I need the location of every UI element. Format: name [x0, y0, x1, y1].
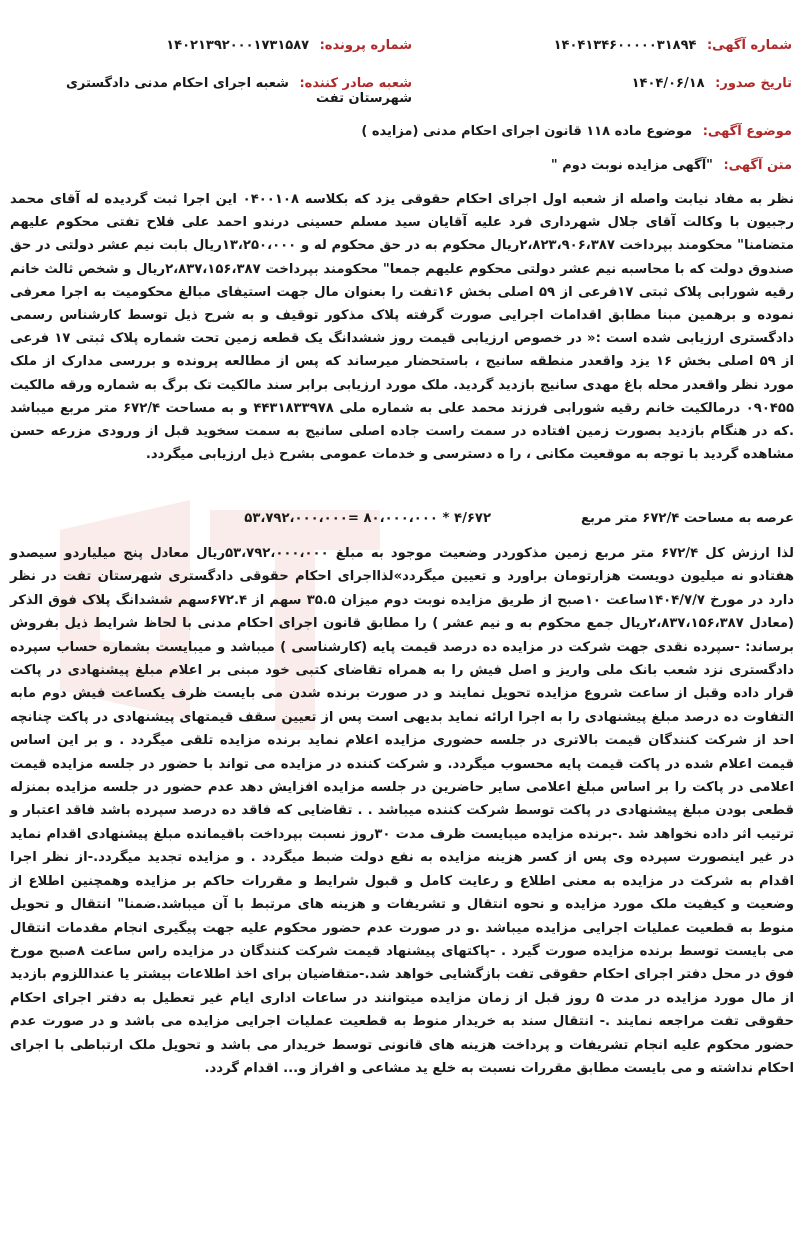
notice-paragraph-2: لذا ارزش کل ۶۷۲/۴ متر مربع زمین مذکوردر وضعیت موجود به مبلغ ۵۳،۷۹۲،۰۰۰،۰۰۰ریال معادل پنج میلیاردو سیصدو هفتادو نه میلیون دویست هزارتومان براورد و تعیین میگردد»لذااجرای احکام حقوقی دادگستری شهرستان تفت در نظر دارد در مورخ ۱۴۰۴/۷/۷ساعت ۱۰صبح از طریق مزایده نوبت دوم میزان ۳۵.۵ سهم از ۶۷۲.۴سهم ششدانگ پلاک فوق الذکر (معادل ۲،۸۳۷،۱۵۶،۳۸۷ریال جمع محکوم به و نیم عشر ) را مطابق قانون اجرای احکام مدنی با لحاظ شرایط ذیل بفروش برساند: -سپرده نقدی جهت شرکت در مزایده ده درصد قیمت پایه (کارشناسی ) میباشد و میبایست بشماره حساب سپرده دادگستری نزد شعب بانک ملی واریز و اصل فیش را به همراه تقاضای کتبی خود مبنی بر اعلام مبلغ پیشنهادی در پاکت قرار داده وقبل از ساعت شروع مزایده تحویل نمایند و در صورت برنده شدن می بایست ظرف یکساعت فیش دوم مابه التفاوت ده درصد مبلغ پیشنهادی را به اجرا ارائه نماید بدیهی است پس از تعیین سقف قیمتهای پیشنهادی در پاکت چنانچه احد از شرکت کنندگان قیمت بالاتری در جلسه حضوری مزایده اعلام نماید برنده مزایده تلقی میگردد . و بر این اساس قیمت اعلام شده در پاکت قیمت پایه محسوب میگردد. و شرکت کننده در مزایده می تواند با حضور در جلسه مزایده قیمت اعلامی در پاکت را بر اساس مبلغ اعلامی سایر حاضرین در جلسه مزایده افزایش دهد عدم حضور در جلسه مزایده بمنزله قطعی بودن مبلغ پیشنهادی در پاکت توسط شرکت کننده میباشد . . تقاضایی که فاقد ده درصد سپرده باشد فاقد اعتبار و ترتیب اثر داده نخواهد شد .-برنده مزایده میبایست ظرف مدت ۳۰روز نسبت بپرداخت باقیمانده مبلغ پیشنهادی اقدام نماید در غیر اینصورت سپرده وی پس از کسر هزینه مزایده به نفع دولت ضبط میگردد . و مزایده تجدید میگردد.-از نظر اجرا اقدام به شرکت در مزایده به معنی اطلاع و رعایت کامل و قبول شرایط و مقررات حاکم بر مزایده وهمچنین اطلاع از وضعیت و کیفیت ملک مورد مزایده و نحوه انتقال و تشریفات و هزینه های مرتبط با آن میباشد.ضمنا" انتقال و تحویل منوط به قطعیت عملیات اجرایی مزایده میباشد .و در صورت عدم حضور محکوم علیه جهت پیگیری انجام مقدمات انتقال می بایست توسط برنده مزایده صورت گیرد . -پاکتهای پیشنهاد قیمت شرکت کنندگان در مزایده راس ساعت ۸صبح مورخ فوق در محل دفتر اجرای احکام حقوقی تفت بازگشایی خواهد شد.-متقاضیان برای اخذ اطلاعات بیشتر یا عنداللزوم بازدید از مال مورد مزایده در مدت ۵ روز قبل از زمان مزایده میتوانند در ساعات اداری ایام غیر تعطیل به دفتر اجرای احکام حقوقی تفت مراجعه نمایند .- انتقال سند به خریدار منوط به قطعیت عملیات اجرایی مزایده می باشد و در صورت عدم حضور محکوم علیه انجام تشریفات و پرداخت هزینه های قانونی توسط خریدار می باشد و تحویل ملک ارتباطی با اجرای احکام نداشته و می بایست مطابق مقررات نسبت به خلع ید مشاعی و افراز و... اقدام گردد. — [10, 546, 795, 1076]
case-number: ۱۴۰۲۱۳۹۲۰۰۰۱۷۳۱۵۸۷ — [166, 38, 310, 53]
notice-paragraph-1: نظر به مفاد نیابت واصله از شعبه اول اجرای احکام حقوقی یزد که بکلاسه ۰۴۰۰۱۰۸ این اجرا ثبت گردیده له آقای محمد رجبیون با وکالت آقای جلال شهرداری فرد علیه آقایان سید مسلم حسینی درندو احمد علی فلاح تفتی محکوم علیهم متضامنا" محکومند بپرداخت ۲،۸۲۳،۹۰۶،۳۸۷ریال محکوم به در حق محکوم له و ۱۳،۲۵۰،۰۰۰ریال بابت نیم عشر دولتی در حق صندوق دولت که با محاسبه نیم عشر دولتی محکوم علیهم جمعا" محکومند بپرداخت ۲،۸۳۷،۱۵۶،۳۸۷ریال و شخص ثالث خانم رقیه شورابی پلاک ثبتی ۱۷فرعی از ۵۹ اصلی بخش ۱۶تفت را بعنوان مال جهت استیفای مبالغ محکومیت به اجرا معرفی نموده و برهمین مبنا مطابق اقدامات اجرایی صورت گرفته پلاک مذکور توقیف و به شرح ذیل توسط کارشناس رسمی دادگستری ارزیابی شده است :« در خصوص ارزیابی قیمت روز ششدانگ یک قطعه زمین تحت شماره پلاک ثبتی ۱۷ فرعی از ۵۹ اصلی بخش ۱۶ یزد واقعدر منطقه سانیج ، باستحضار میرساند که پس از مطالعه پرونده و بررسی مدارک از ملک مورد نظر واقعدر محله باغ مهدی سانیج بازدید گردید. ملک مورد ارزیابی برابر سند مالکیت تک برگ به شماره ورقه مالکیت ۰۹۰۴۵۵ درمالکیت خانم رقیه شورابی فرزند محمد علی به شماره ملی ۴۴۳۱۸۳۳۹۷۸ و به مساحت ۶۷۲/۴ متر مربع میباشد .که در هنگام بازدید بصورت زمین افتاده در سمت راست جاده اصلی سانیج به سمت سخوید قبل از ورودی مزرعه حسن مشاهده گردید با توجه به موقعیت مکانی ، را ه دسترسی و خدمات عمومی بشرح ذیل ارزیابی میگردد. — [10, 192, 795, 463]
issue-date-label: تاریخ صدور: — [715, 76, 792, 91]
ad-number: ۱۴۰۴۱۳۴۶۰۰۰۰۰۳۱۸۹۴ — [553, 38, 697, 53]
area-calculation: ۴/۶۷۲ * ۸۰،۰۰۰،۰۰۰ =۵۳،۷۹۲،۰۰۰،۰۰۰ — [244, 511, 492, 526]
ad-text-line — [14, 158, 792, 173]
area-line — [10, 511, 794, 526]
subject-line — [14, 124, 792, 139]
ad-text-label: متن آگهی: — [723, 158, 792, 173]
issue-date: ۱۴۰۴/۰۶/۱۸ — [631, 76, 705, 91]
area-label: عرصه به مساحت ۶۷۲/۴ متر مربع — [581, 511, 794, 526]
case-number-label: شماره پرونده: — [319, 38, 412, 53]
subject-label: موضوع آگهی: — [702, 124, 792, 139]
subject-value: موضوع ماده ۱۱۸ قانون اجرای احکام مدنی (مزایده ) — [361, 124, 693, 139]
issuer: شعبه اجرای احکام مدنی دادگستری شهرستان تفت — [65, 76, 412, 106]
issuer-label: شعبه صادر کننده: — [299, 76, 412, 91]
ad-heading: "آگهی مزایده نوبت دوم " — [550, 158, 713, 173]
ad-number-label: شماره آگهی: — [706, 38, 792, 53]
